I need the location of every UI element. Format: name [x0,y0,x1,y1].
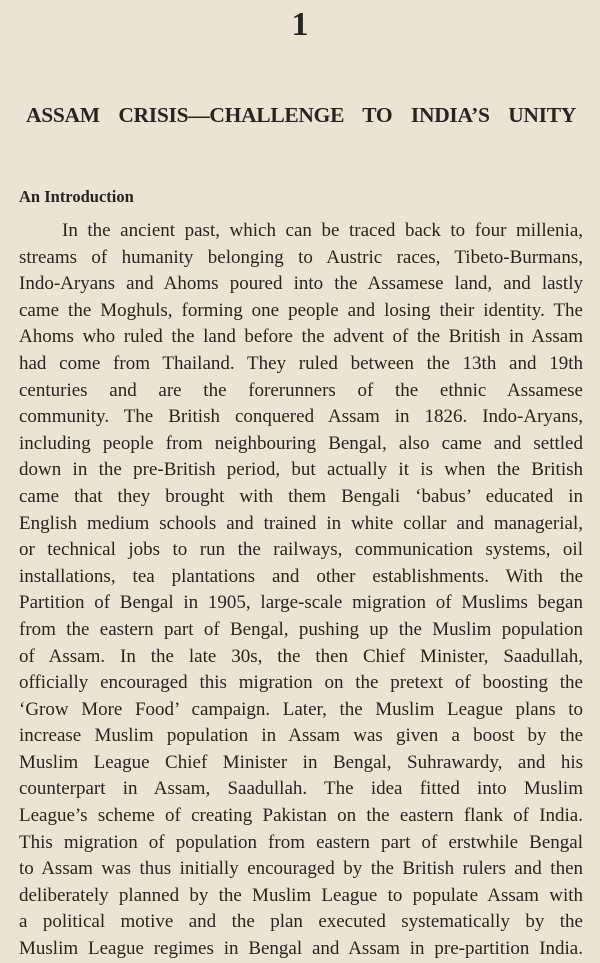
chapter-number: 1 [291,6,309,43]
paragraph-line: community. The British conquered Assam in 1826. Indo-Aryans, [19,406,583,428]
paragraph-line: had come from Thailand. They ruled between the 13th and 19th [19,352,583,374]
section-heading: An Introduction [19,187,134,206]
paragraph-line: officially encouraged this migration on the pretext of boosting the [19,672,583,694]
paragraph-line: deliberately planned by the Muslim League to populate Assam with [19,884,583,906]
paragraph-line: a political motive and the plan executed systematically by the [19,911,583,933]
paragraph-line: of Assam. In the late 30s, the then Chief Minister, Saadullah, [19,645,583,667]
chapter-title: ASSAM CRISIS—CHALLENGE TO INDIA’S UNITY [26,103,576,127]
paragraph-line: installations, tea plantations and other establishments. With the [19,565,583,587]
paragraph-line: Muslim League regimes in Bengal and Assam in pre-partition India. [19,938,583,960]
paragraph-line: from the eastern part of Bengal, pushing up the Muslim population [19,618,583,640]
paragraph-line: Partition of Bengal in 1905, large-scale migration of Muslims began [19,592,583,614]
paragraph-line: League’s scheme of creating Pakistan on the eastern flank of India. [19,805,583,827]
paragraph-line: increase Muslim population in Assam was given a boost by the [19,725,583,747]
paragraph-line: This migration of population from eastern part of erstwhile Bengal [19,831,583,853]
paragraph-line: Indo-Aryans and Ahoms poured into the Assamese land, and lastly [19,273,583,295]
paragraph-line: or technical jobs to run the railways, communication systems, oil [19,539,583,561]
paragraph-line: In the ancient past, which can be traced back to four millenia, [62,220,583,241]
paragraph-line: came the Moghuls, forming one people and losing their identity. The [19,299,583,321]
paragraph-line: centuries and are the forerunners of the ethnic Assamese [19,379,583,401]
paragraph-line: streams of humanity belonging to Austric races, Tibeto-Burmans, [19,246,583,268]
paragraph-line: English medium schools and trained in white collar and managerial, [19,512,583,534]
paragraph-line: counterpart in Assam, Saadullah. The idea fitted into Muslim [19,778,583,800]
paragraph-line: down in the pre-British period, but actually it is when the British [19,459,583,481]
paragraph [19,218,583,963]
paragraph-line: to Assam was thus initially encouraged by the British rulers and then [19,858,583,880]
paragraph-line: came that they brought with them Bengali ‘babus’ educated in [19,485,583,507]
paragraph-line: ‘Grow More Food’ campaign. Later, the Muslim League plans to [19,698,583,720]
paragraph-line: Muslim League Chief Minister in Bengal, Suhrawardy, and his [19,751,583,773]
paragraph-line: including people from neighbouring Bengal, also came and settled [19,432,583,454]
paragraph-line: Ahoms who ruled the land before the advent of the British in Assam [19,326,583,348]
